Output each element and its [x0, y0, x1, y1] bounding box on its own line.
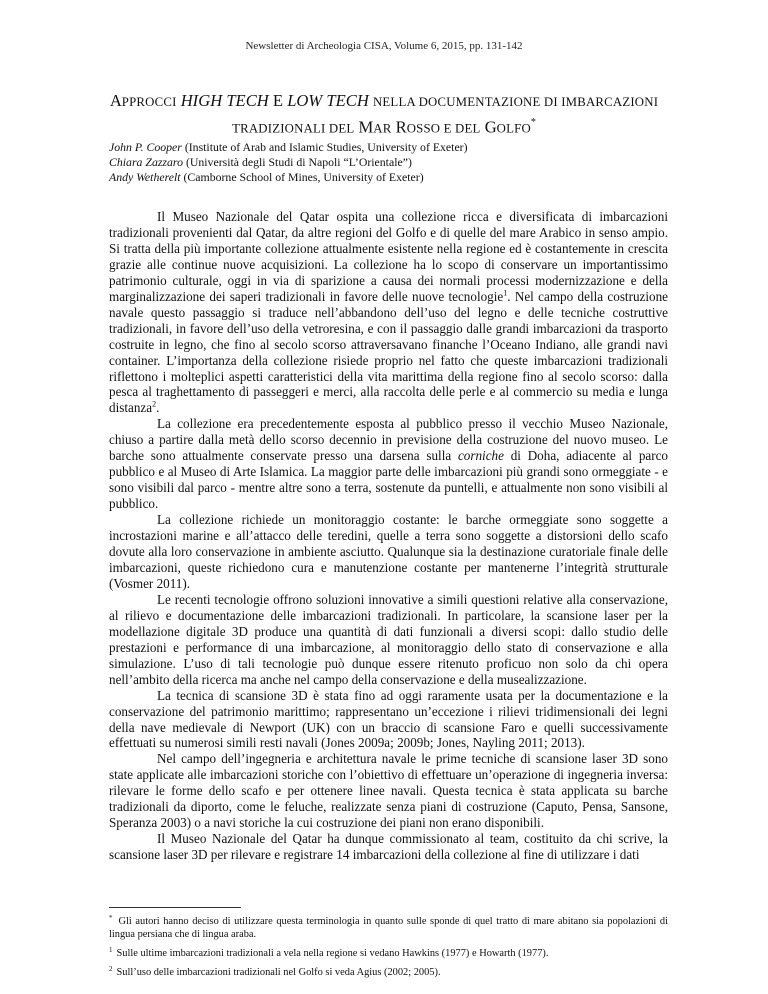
author-affiliation: (Institute of Arab and Islamic Studies, University of Exeter) [184, 140, 468, 154]
author-name: Chiara Zazzaro [109, 155, 183, 170]
title-line2-start: TRADIZIONALI DEL [232, 121, 355, 136]
title-low-tech: LOW TECH [287, 91, 369, 110]
author-name: Andy Wetherelt [109, 170, 181, 185]
author-line [109, 170, 669, 185]
footnote-ref-1: 1 [503, 288, 508, 298]
paragraph-text: Il Museo Nazionale del Qatar ospita una collezione ricca e diversificata di imbarcazioni tradizionali provenienti dal Qatar, da altre regioni del Golfo e di quelle del mare Arabico in senso ampio. Si tratta della più importante collezione attualmente esistente nella regione ed è costantemente in crescita grazie alle continue nuove acquisizioni. La collezione ha lo scopo di conservare un importantissimo patrimonio culturale, oggi in via di sparizione a causa dei normali processi modernizzazione e della marginalizzazione dei saperi tradizionali in favore delle nuove tecnologie [109, 209, 668, 304]
paragraph-4: Le recenti tecnologie offrono soluzioni innovative a simili questioni relative alla conservazione, al rilievo e documentazione delle imbarcazioni tradizionali. In particolare, la scansione laser per la modellazione digitale 3D produce una quantità di dati funzionali a diversi scopi: dallo studio delle prestazioni e performance di una imbarcazione, al monitoraggio dello stato di conservazione e alla simulazione. L’uso di tali tecnologie può dunque essere ritenuto proficuo non solo da chi opera nell’ambito della ricerca ma anche nel campo della conservazione e della musealizzazione. [109, 591, 668, 687]
title-word-rosso: OSSO E DEL [406, 121, 481, 136]
footnotes [109, 912, 668, 982]
title-initial-a: A [109, 91, 122, 110]
paragraph-text: . Nel campo della costruzione navale questo passaggio si traduce nell’abbandono dell’uso del legno e delle tecniche costruttive tradizionali, in favore dell’uso della vetroresina, e con il passaggio dalle grandi imbarcazioni da trasporto costruite in legno, che fino al secolo scorso attraversavano finanche l’Oceano Indiano, alle grandi navi container. L’importanza della collezione risiede proprio nel fatto che queste imbarcazioni tradizionali riflettono i molteplici aspetti caratteristici della vita marittima della regione fino al secolo scorso: dalla pesca al traghettamento di passeggeri e merci, alla raccolta delle perle e al commercio su media e lunga distanza [109, 288, 668, 416]
title-initial-r: R [395, 117, 407, 137]
title-word-approcci: PPROCCI [121, 95, 177, 109]
emphasis-corniche: corniche [457, 448, 504, 464]
article-body [109, 209, 668, 863]
author-line [109, 155, 669, 170]
author-line [109, 140, 669, 155]
footnote-mark: 1 [109, 945, 113, 954]
article-title [80, 90, 688, 140]
author-name: John P. Cooper [109, 140, 182, 154]
footnote-star [109, 912, 668, 942]
footnote-mark: * [109, 914, 113, 922]
footnote-2 [109, 963, 668, 980]
paragraph-1 [109, 209, 668, 416]
footnote-text: Gli autori hanno deciso di utilizzare questa terminologia in quanto sulle sponde di quel tratto di mare abitano sia popolazioni di lingua persiana che di lingua araba. [109, 916, 668, 941]
author-affiliation: (Camborne School of Mines, University of Exeter) [183, 170, 424, 185]
running-head: Newsletter di Archeologia CISA, Volume 6, 2015, pp. 131-142 [245, 40, 523, 52]
author-list [109, 140, 669, 186]
footnote-text: Sull’uso delle imbarcazioni tradizionali nel Golfo si veda Agius (2002; 2005). [116, 967, 441, 979]
paragraph-text: La collezione era precedentemente esposta al pubblico presso il vecchio Museo Nazionale, chiuso a partire dalla metà dello scorso decennio in previsione della costruzione del nuovo museo. Le barche sono attualmente conservate presso una darsena sulla [109, 416, 668, 464]
footnote-1 [109, 944, 668, 961]
footnote-ref-2: 2 [152, 400, 157, 410]
title-initial-m: M [358, 117, 374, 137]
title-line1-rest: NELLA DOCUMENTAZIONE DI IMBARCAZIONI [372, 95, 659, 109]
author-affiliation: (Università degli Studi di Napoli “L’Orientale”) [185, 155, 412, 170]
title-word-golfo: OLFO [496, 121, 531, 136]
paragraph-5: La tecnica di scansione 3D è stata fino ad oggi raramente usata per la documentazione e la conservazione del patrimonio marittimo; rappresentano un’eccezione i rilievi tridimensionali dei legni della nave medievale di Newport (UK) con un braccio di scansione Faro e quelli successivamente effettuati su numerosi simili resti navali (Jones 2009a; 2009b; Jones, Nayling 2011; 2013). [109, 687, 668, 751]
title-conjunction-e: E [272, 91, 284, 110]
paragraph-3: La collezione richiede un monitoraggio costante: le barche ormeggiate sono soggette a incrostazioni marine e all’attacco delle teredini, quelle a terra sono soggette a distorsioni dello scafo dovute alla loro conservazione in ambiente asciutto. Qualunque sia la destinazione curatoriale finale delle imbarcazioni, queste richiedono cura e manutenzione costante per mantenerne l’integrità strutturale (Vosmer 2011). [109, 512, 668, 591]
title-footnote-mark: * [530, 117, 536, 128]
paragraph-2 [109, 416, 668, 512]
title-high-tech: HIGH TECH [180, 91, 269, 110]
paragraph-text: . [156, 400, 160, 416]
footnote-divider [109, 907, 241, 908]
title-initial-g: G [484, 117, 497, 137]
footnote-text: Sulle ultime imbarcazioni tradizionali a vela nella regione si vedano Hawkins (1977) e Howarth (1977). [116, 948, 549, 960]
footnote-mark: 2 [109, 964, 113, 973]
paragraph-text: di Doha, adiacente al parco pubblico e al Museo di Arte Islamica. La maggior parte delle imbarcazioni più grandi sono ormeggiate - e sono visibili dal parco - mentre altre sono a terra, sostenute da puntelli, e attualmente non sono visibili al pubblico. [109, 448, 669, 512]
paragraph-7: Il Museo Nazionale del Qatar ha dunque commissionato al team, costituito da chi scrive, la scansione laser 3D per rilevare e registrare 14 imbarcazioni della collezione al fine di utilizzare i dati [109, 831, 668, 863]
paragraph-6: Nel campo dell’ingegneria e architettura navale le prime tecniche di scansione laser 3D sono state applicate alle imbarcazioni storiche con l’obiettivo di effettuare un’operazione di ingegneria inversa: rilevare le forme dello scafo e per ottenere linee navali. Questa tecnica è stata applicata su barche tradizionali da diporto, come le feluche, realizzate senza piani di costruzione (Caputo, Pensa, Sansone, Speranza 2003) o a navi storiche la cui costruzione dei piani non erano disponibili. [109, 751, 668, 831]
title-word-mar: AR [373, 121, 392, 136]
